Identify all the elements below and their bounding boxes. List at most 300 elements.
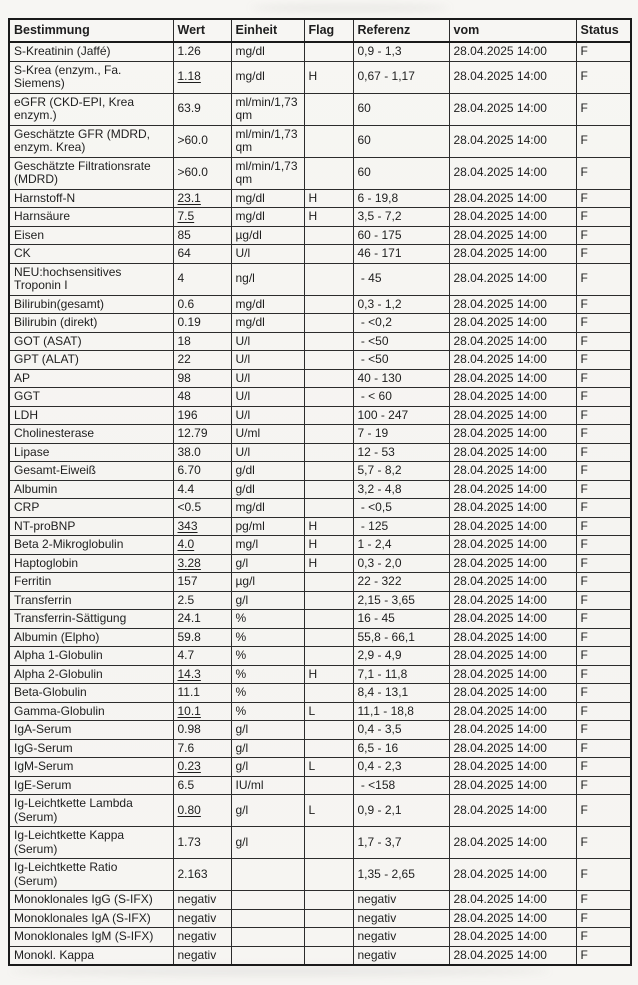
reference-range-cell: - 125 — [353, 517, 449, 536]
value-cell: negativ — [173, 928, 231, 947]
result-date-cell: 28.04.2025 14:00 — [449, 647, 576, 666]
flag-cell — [304, 226, 353, 245]
result-date-cell: 28.04.2025 14:00 — [449, 776, 576, 795]
analyte-name-cell: IgE-Serum — [9, 776, 173, 795]
flag-cell — [304, 499, 353, 518]
result-date-cell: 28.04.2025 14:00 — [449, 610, 576, 629]
value-cell: 12.79 — [173, 425, 231, 444]
reference-range-cell: 55,8 - 66,1 — [353, 628, 449, 647]
analyte-name-cell: Haptoglobin — [9, 554, 173, 573]
status-cell: F — [576, 647, 631, 666]
reference-range-cell: 40 - 130 — [353, 369, 449, 388]
flag-cell — [304, 628, 353, 647]
result-date-cell: 28.04.2025 14:00 — [449, 721, 576, 740]
unit-cell: g/l — [231, 758, 304, 777]
analyte-name-cell: CRP — [9, 499, 173, 518]
reference-range-cell: 0,4 - 3,5 — [353, 721, 449, 740]
status-cell: F — [576, 189, 631, 208]
lab-result-row — [9, 406, 631, 425]
value-cell: 7.6 — [173, 739, 231, 758]
value-cell: 3.28 — [173, 554, 231, 573]
reference-range-cell: 0,3 - 1,2 — [353, 295, 449, 314]
status-cell: F — [576, 499, 631, 518]
reference-range-cell: negativ — [353, 909, 449, 928]
status-cell: F — [576, 776, 631, 795]
lab-result-row — [9, 684, 631, 703]
status-cell: F — [576, 610, 631, 629]
lab-results-table — [8, 18, 632, 966]
status-cell: F — [576, 573, 631, 592]
value-cell: 22 — [173, 351, 231, 370]
result-date-cell: 28.04.2025 14:00 — [449, 125, 576, 157]
unit-cell — [231, 946, 304, 965]
status-cell: F — [576, 827, 631, 859]
flag-cell: L — [304, 795, 353, 827]
unit-cell: mg/l — [231, 536, 304, 555]
reference-range-cell: - <50 — [353, 351, 449, 370]
status-cell: F — [576, 332, 631, 351]
unit-cell: ml/min/1,73qm — [231, 93, 304, 125]
analyte-name-cell: Beta 2-Mikroglobulin — [9, 536, 173, 555]
flag-cell — [304, 245, 353, 264]
status-cell: F — [576, 928, 631, 947]
status-cell: F — [576, 517, 631, 536]
status-cell: F — [576, 369, 631, 388]
flag-cell — [304, 891, 353, 910]
result-date-cell: 28.04.2025 14:00 — [449, 573, 576, 592]
result-date-cell: 28.04.2025 14:00 — [449, 859, 576, 891]
lab-result-row — [9, 42, 631, 61]
result-date-cell: 28.04.2025 14:00 — [449, 591, 576, 610]
lab-result-row — [9, 61, 631, 93]
flag-cell — [304, 610, 353, 629]
value-cell: 1.18 — [173, 61, 231, 93]
result-date-cell: 28.04.2025 14:00 — [449, 295, 576, 314]
status-cell: F — [576, 795, 631, 827]
value-cell: 343 — [173, 517, 231, 536]
result-date-cell: 28.04.2025 14:00 — [449, 739, 576, 758]
status-cell: F — [576, 946, 631, 965]
result-date-cell: 28.04.2025 14:00 — [449, 245, 576, 264]
value-cell: 2.5 — [173, 591, 231, 610]
unit-cell: ng/l — [231, 263, 304, 295]
unit-cell: ml/min/1,73qm — [231, 157, 304, 189]
value-cell: 196 — [173, 406, 231, 425]
value-cell: 48 — [173, 388, 231, 407]
analyte-name-cell: IgG-Serum — [9, 739, 173, 758]
result-date-cell: 28.04.2025 14:00 — [449, 369, 576, 388]
flag-cell — [304, 776, 353, 795]
value-cell: 24.1 — [173, 610, 231, 629]
status-cell: F — [576, 425, 631, 444]
unit-cell: U/l — [231, 332, 304, 351]
column-header-flag: Flag — [304, 19, 353, 42]
unit-cell: U/ml — [231, 425, 304, 444]
unit-cell: g/l — [231, 739, 304, 758]
unit-cell: µg/l — [231, 573, 304, 592]
analyte-name-cell: Alpha 2-Globulin — [9, 665, 173, 684]
lab-result-row — [9, 795, 631, 827]
result-date-cell: 28.04.2025 14:00 — [449, 93, 576, 125]
lab-result-row — [9, 827, 631, 859]
unit-cell: U/l — [231, 245, 304, 264]
value-cell: 18 — [173, 332, 231, 351]
result-date-cell: 28.04.2025 14:00 — [449, 425, 576, 444]
lab-result-row — [9, 388, 631, 407]
reference-range-cell: 100 - 247 — [353, 406, 449, 425]
analyte-name-cell: Bilirubin(gesamt) — [9, 295, 173, 314]
reference-range-cell: - <158 — [353, 776, 449, 795]
analyte-name-cell: Monoklonales IgM (S-IFX) — [9, 928, 173, 947]
value-cell: >60.0 — [173, 157, 231, 189]
analyte-name-cell: Alpha 1-Globulin — [9, 647, 173, 666]
reference-range-cell: negativ — [353, 891, 449, 910]
status-cell: F — [576, 406, 631, 425]
status-cell: F — [576, 758, 631, 777]
unit-cell: ml/min/1,73qm — [231, 125, 304, 157]
value-cell: 6.5 — [173, 776, 231, 795]
status-cell: F — [576, 125, 631, 157]
lab-result-row — [9, 721, 631, 740]
result-date-cell: 28.04.2025 14:00 — [449, 665, 576, 684]
reference-range-cell: 60 - 175 — [353, 226, 449, 245]
lab-result-row — [9, 665, 631, 684]
unit-cell — [231, 928, 304, 947]
status-cell: F — [576, 208, 631, 227]
reference-range-cell: 6,5 - 16 — [353, 739, 449, 758]
flag-cell: H — [304, 554, 353, 573]
scan-smudge — [10, 966, 550, 976]
unit-cell: mg/dl — [231, 61, 304, 93]
lab-result-row — [9, 208, 631, 227]
reference-range-cell: - < 60 — [353, 388, 449, 407]
reference-range-cell: negativ — [353, 946, 449, 965]
status-cell: F — [576, 351, 631, 370]
flag-cell — [304, 125, 353, 157]
unit-cell: % — [231, 647, 304, 666]
reference-range-cell: 11,1 - 18,8 — [353, 702, 449, 721]
column-header-wert: Wert — [173, 19, 231, 42]
analyte-name-cell: NEU:hochsensitives Troponin I — [9, 263, 173, 295]
unit-cell: g/l — [231, 591, 304, 610]
flag-cell — [304, 332, 353, 351]
value-cell: negativ — [173, 909, 231, 928]
value-cell: 38.0 — [173, 443, 231, 462]
status-cell: F — [576, 739, 631, 758]
lab-result-row — [9, 369, 631, 388]
result-date-cell: 28.04.2025 14:00 — [449, 226, 576, 245]
value-cell: 4.7 — [173, 647, 231, 666]
result-date-cell: 28.04.2025 14:00 — [449, 443, 576, 462]
analyte-name-cell: Monoklonales IgG (S-IFX) — [9, 891, 173, 910]
analyte-name-cell: Ig-Leichtkette Lambda (Serum) — [9, 795, 173, 827]
status-cell: F — [576, 93, 631, 125]
flag-cell — [304, 480, 353, 499]
result-date-cell: 28.04.2025 14:00 — [449, 517, 576, 536]
flag-cell — [304, 591, 353, 610]
flag-cell — [304, 859, 353, 891]
value-cell: 85 — [173, 226, 231, 245]
analyte-name-cell: Monoklonales IgA (S-IFX) — [9, 909, 173, 928]
flag-cell — [304, 684, 353, 703]
flag-cell: H — [304, 189, 353, 208]
flag-cell — [304, 157, 353, 189]
reference-range-cell: 3,2 - 4,8 — [353, 480, 449, 499]
flag-cell — [304, 406, 353, 425]
status-cell: F — [576, 891, 631, 910]
value-cell: negativ — [173, 891, 231, 910]
lab-result-row — [9, 739, 631, 758]
reference-range-cell: negativ — [353, 928, 449, 947]
result-date-cell: 28.04.2025 14:00 — [449, 684, 576, 703]
analyte-name-cell: Albumin (Elpho) — [9, 628, 173, 647]
lab-result-row — [9, 189, 631, 208]
analyte-name-cell: Geschätzte Filtrationsrate (MDRD) — [9, 157, 173, 189]
flag-cell: L — [304, 702, 353, 721]
reference-range-cell: - <0,2 — [353, 314, 449, 333]
analyte-name-cell: Harnsäure — [9, 208, 173, 227]
status-cell: F — [576, 554, 631, 573]
analyte-name-cell: Bilirubin (direkt) — [9, 314, 173, 333]
reference-range-cell: 0,3 - 2,0 — [353, 554, 449, 573]
value-cell: 0.23 — [173, 758, 231, 777]
reference-range-cell: 0,9 - 1,3 — [353, 42, 449, 61]
value-cell: 59.8 — [173, 628, 231, 647]
status-cell: F — [576, 665, 631, 684]
reference-range-cell: 7,1 - 11,8 — [353, 665, 449, 684]
result-date-cell: 28.04.2025 14:00 — [449, 946, 576, 965]
flag-cell — [304, 946, 353, 965]
reference-range-cell: 60 — [353, 157, 449, 189]
status-cell: F — [576, 245, 631, 264]
reference-range-cell: 6 - 19,8 — [353, 189, 449, 208]
analyte-name-cell: Albumin — [9, 480, 173, 499]
analyte-name-cell: IgA-Serum — [9, 721, 173, 740]
flag-cell: H — [304, 208, 353, 227]
status-cell: F — [576, 702, 631, 721]
reference-range-cell: 2,9 - 4,9 — [353, 647, 449, 666]
flag-cell: H — [304, 536, 353, 555]
flag-cell — [304, 573, 353, 592]
unit-cell: mg/dl — [231, 499, 304, 518]
status-cell: F — [576, 462, 631, 481]
flag-cell — [304, 647, 353, 666]
reference-range-cell: 0,4 - 2,3 — [353, 758, 449, 777]
result-date-cell: 28.04.2025 14:00 — [449, 758, 576, 777]
flag-cell: H — [304, 61, 353, 93]
value-cell: 0.6 — [173, 295, 231, 314]
value-cell: 4.4 — [173, 480, 231, 499]
column-header-status: Status — [576, 19, 631, 42]
unit-cell: U/l — [231, 406, 304, 425]
lab-result-row — [9, 314, 631, 333]
unit-cell: g/l — [231, 827, 304, 859]
unit-cell: % — [231, 628, 304, 647]
unit-cell — [231, 859, 304, 891]
result-date-cell: 28.04.2025 14:00 — [449, 42, 576, 61]
result-date-cell: 28.04.2025 14:00 — [449, 263, 576, 295]
unit-cell: g/l — [231, 554, 304, 573]
table-header — [9, 19, 631, 42]
flag-cell — [304, 827, 353, 859]
analyte-name-cell: Harnstoff-N — [9, 189, 173, 208]
status-cell: F — [576, 226, 631, 245]
unit-cell: g/l — [231, 795, 304, 827]
result-date-cell: 28.04.2025 14:00 — [449, 406, 576, 425]
lab-result-row — [9, 263, 631, 295]
result-date-cell: 28.04.2025 14:00 — [449, 314, 576, 333]
analyte-name-cell: eGFR (CKD-EPI, Krea enzym.) — [9, 93, 173, 125]
result-date-cell: 28.04.2025 14:00 — [449, 332, 576, 351]
value-cell: 6.70 — [173, 462, 231, 481]
analyte-name-cell: Transferrin-Sättigung — [9, 610, 173, 629]
lab-result-row — [9, 443, 631, 462]
analyte-name-cell: LDH — [9, 406, 173, 425]
analyte-name-cell: Eisen — [9, 226, 173, 245]
analyte-name-cell: GPT (ALAT) — [9, 351, 173, 370]
lab-result-row — [9, 610, 631, 629]
unit-cell: g/l — [231, 721, 304, 740]
lab-result-row — [9, 226, 631, 245]
value-cell: 98 — [173, 369, 231, 388]
flag-cell — [304, 42, 353, 61]
value-cell: 23.1 — [173, 189, 231, 208]
unit-cell: U/l — [231, 388, 304, 407]
lab-result-row — [9, 946, 631, 965]
analyte-name-cell: Cholinesterase — [9, 425, 173, 444]
lab-result-row — [9, 125, 631, 157]
unit-cell: % — [231, 684, 304, 703]
analyte-name-cell: S-Krea (enzym., Fa. Siemens) — [9, 61, 173, 93]
analyte-name-cell: Beta-Globulin — [9, 684, 173, 703]
analyte-name-cell: CK — [9, 245, 173, 264]
flag-cell — [304, 739, 353, 758]
result-date-cell: 28.04.2025 14:00 — [449, 795, 576, 827]
value-cell: 14.3 — [173, 665, 231, 684]
value-cell: negativ — [173, 946, 231, 965]
analyte-name-cell: GOT (ASAT) — [9, 332, 173, 351]
column-header-einheit: Einheit — [231, 19, 304, 42]
status-cell: F — [576, 61, 631, 93]
lab-result-row — [9, 573, 631, 592]
flag-cell — [304, 462, 353, 481]
unit-cell: µg/dl — [231, 226, 304, 245]
lab-result-row — [9, 776, 631, 795]
lab-result-row — [9, 909, 631, 928]
scan-smudge — [250, 4, 450, 12]
flag-cell — [304, 263, 353, 295]
flag-cell — [304, 928, 353, 947]
result-date-cell: 28.04.2025 14:00 — [449, 827, 576, 859]
analyte-name-cell: S-Kreatinin (Jaffé) — [9, 42, 173, 61]
flag-cell — [304, 93, 353, 125]
status-cell: F — [576, 157, 631, 189]
result-date-cell: 28.04.2025 14:00 — [449, 702, 576, 721]
reference-range-cell: 12 - 53 — [353, 443, 449, 462]
flag-cell — [304, 295, 353, 314]
unit-cell: % — [231, 610, 304, 629]
value-cell: 7.5 — [173, 208, 231, 227]
unit-cell: mg/dl — [231, 208, 304, 227]
reference-range-cell: 22 - 322 — [353, 573, 449, 592]
reference-range-cell: - <50 — [353, 332, 449, 351]
result-date-cell: 28.04.2025 14:00 — [449, 628, 576, 647]
reference-range-cell: 1,7 - 3,7 — [353, 827, 449, 859]
reference-range-cell: 16 - 45 — [353, 610, 449, 629]
reference-range-cell: - <0,5 — [353, 499, 449, 518]
lab-result-row — [9, 591, 631, 610]
flag-cell — [304, 425, 353, 444]
lab-result-row — [9, 295, 631, 314]
lab-result-row — [9, 647, 631, 666]
value-cell: 1.26 — [173, 42, 231, 61]
result-date-cell: 28.04.2025 14:00 — [449, 351, 576, 370]
lab-result-row — [9, 245, 631, 264]
unit-cell: pg/ml — [231, 517, 304, 536]
lab-result-row — [9, 859, 631, 891]
lab-result-row — [9, 928, 631, 947]
lab-result-row — [9, 702, 631, 721]
lab-result-row — [9, 332, 631, 351]
column-header-vom: vom — [449, 19, 576, 42]
status-cell: F — [576, 909, 631, 928]
status-cell: F — [576, 480, 631, 499]
reference-range-cell: 60 — [353, 125, 449, 157]
value-cell: <0.5 — [173, 499, 231, 518]
value-cell: 4 — [173, 263, 231, 295]
lab-result-row — [9, 517, 631, 536]
reference-range-cell: 0,9 - 2,1 — [353, 795, 449, 827]
reference-range-cell: - 45 — [353, 263, 449, 295]
reference-range-cell: 46 - 171 — [353, 245, 449, 264]
reference-range-cell: 5,7 - 8,2 — [353, 462, 449, 481]
column-header-referenz: Referenz — [353, 19, 449, 42]
flag-cell — [304, 388, 353, 407]
lab-result-row — [9, 758, 631, 777]
lab-result-row — [9, 628, 631, 647]
value-cell: 11.1 — [173, 684, 231, 703]
table-body — [9, 42, 631, 965]
flag-cell — [304, 369, 353, 388]
reference-range-cell: 1 - 2,4 — [353, 536, 449, 555]
reference-range-cell: 8,4 - 13,1 — [353, 684, 449, 703]
unit-cell: mg/dl — [231, 314, 304, 333]
flag-cell: H — [304, 517, 353, 536]
status-cell: F — [576, 721, 631, 740]
unit-cell — [231, 891, 304, 910]
reference-range-cell: 2,15 - 3,65 — [353, 591, 449, 610]
unit-cell: mg/dl — [231, 42, 304, 61]
unit-cell: U/l — [231, 443, 304, 462]
reference-range-cell: 1,35 - 2,65 — [353, 859, 449, 891]
analyte-name-cell: Ig-Leichtkette Kappa (Serum) — [9, 827, 173, 859]
unit-cell: % — [231, 665, 304, 684]
value-cell: 2.163 — [173, 859, 231, 891]
value-cell: 0.98 — [173, 721, 231, 740]
status-cell: F — [576, 295, 631, 314]
column-header-bestimmung: Bestimmung — [9, 19, 173, 42]
status-cell: F — [576, 536, 631, 555]
analyte-name-cell: AP — [9, 369, 173, 388]
status-cell: F — [576, 388, 631, 407]
value-cell: 64 — [173, 245, 231, 264]
lab-result-row — [9, 93, 631, 125]
status-cell: F — [576, 443, 631, 462]
result-date-cell: 28.04.2025 14:00 — [449, 499, 576, 518]
result-date-cell: 28.04.2025 14:00 — [449, 536, 576, 555]
result-date-cell: 28.04.2025 14:00 — [449, 480, 576, 499]
reference-range-cell: 0,67 - 1,17 — [353, 61, 449, 93]
